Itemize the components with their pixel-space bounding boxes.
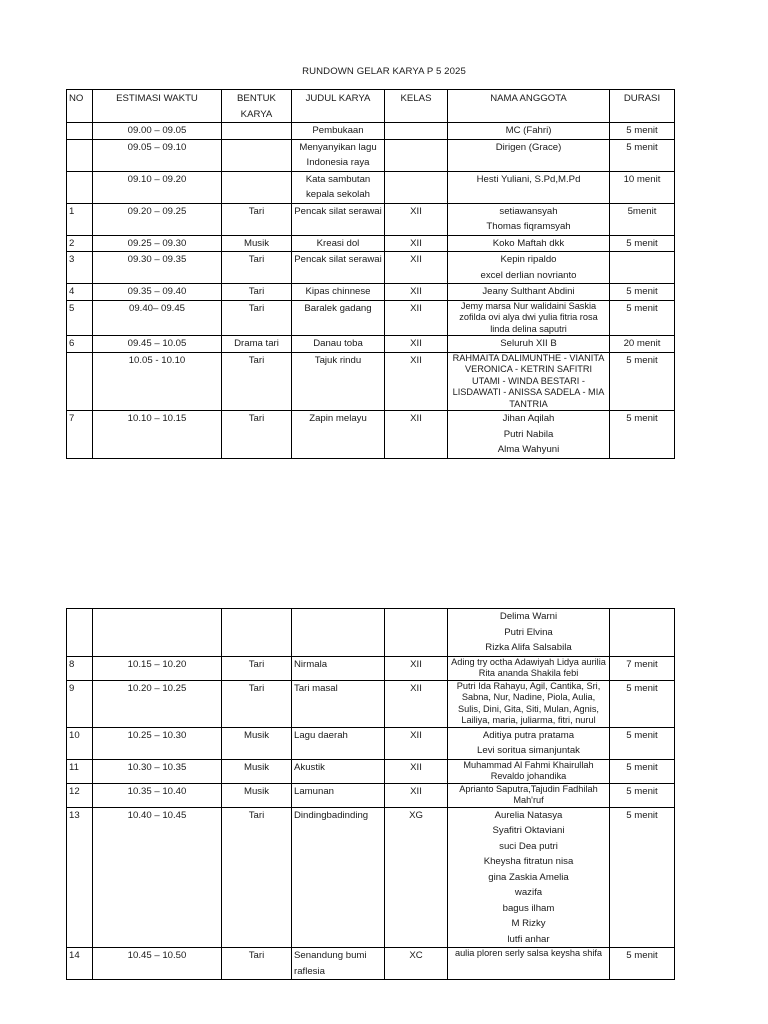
cell-bentuk-karya [222,139,292,171]
cell-bentuk-karya: Tari [222,252,292,284]
cell-nama-anggota [448,171,610,203]
member-name: Thomas fiqramsyah [486,221,571,232]
cell-bentuk-karya: Tari [222,284,292,301]
table-row [67,284,675,301]
cell-judul-karya: Pencak silat serawai [292,203,385,235]
table-header-row [67,90,675,123]
cell-no: 11 [67,759,93,783]
cell-estimasi-waktu: 10.20 – 10.25 [93,680,222,727]
cell-estimasi-waktu [93,609,222,657]
cell-kelas: XII [385,411,448,459]
table-row [67,336,675,353]
member-name: Aurelia Natasya [494,809,563,821]
member-name: Ading try octha Adawiyah Lidya aurilia Rita ananda Shakila febi [451,656,606,678]
cell-bentuk-karya: Tari [222,352,292,411]
table-row [67,352,675,411]
cell-bentuk-karya: Musik [222,727,292,759]
cell-nama-anggota [448,948,610,980]
member-name: Jihan Aqilah [502,413,555,424]
cell-durasi: 5 menit [610,123,675,140]
rundown-table-page-1 [66,89,675,459]
cell-judul-karya: Kipas chinnese [292,284,385,301]
cell-estimasi-waktu: 10.30 – 10.35 [93,759,222,783]
cell-durasi: 5menit [610,203,675,235]
cell-bentuk-karya [222,171,292,203]
cell-kelas [385,609,448,657]
table-row [67,411,675,459]
cell-kelas: XC [385,948,448,980]
cell-kelas: XG [385,807,448,948]
member-name: Putri Nabila [503,428,554,440]
cell-kelas [385,171,448,203]
cell-durasi: 5 menit [610,411,675,459]
table-row [67,807,675,948]
member-name: gina Zaskia Amelia [488,871,569,883]
cell-nama-anggota [448,807,610,948]
cell-bentuk-karya: Tari [222,948,292,980]
cell-judul-karya: Kata sambutan kepala sekolah [292,171,385,203]
cell-kelas: XII [385,783,448,807]
cell-bentuk-karya: Tari [222,807,292,948]
member-name: Putri Elvina [504,626,553,638]
table-row [67,139,675,171]
cell-no [67,352,93,411]
member-name: Aprianto Saputra,Tajudin Fadhilah Mah'ruf [459,783,598,805]
cell-judul-karya: Lagu daerah [292,727,385,759]
cell-nama-anggota [448,727,610,759]
cell-bentuk-karya: Tari [222,300,292,336]
table-row [67,948,675,980]
cell-judul-karya: Tajuk rindu [292,352,385,411]
cell-no: 14 [67,948,93,980]
cell-estimasi-waktu: 09.35 – 09.40 [93,284,222,301]
cell-kelas: XII [385,252,448,284]
cell-kelas: XII [385,235,448,252]
cell-nama-anggota [448,336,610,353]
cell-kelas: XII [385,727,448,759]
member-name: Kheysha fitratun nisa [483,856,574,867]
cell-judul-karya [292,609,385,657]
cell-no: 4 [67,284,93,301]
cell-nama-anggota [448,656,610,680]
cell-durasi: 20 menit [610,336,675,353]
header-estimasi-waktu: ESTIMASI WAKTU [93,90,222,123]
cell-durasi: 10 menit [610,171,675,203]
cell-judul-karya: Baralek gadang [292,300,385,336]
cell-judul-karya: Lamunan [292,783,385,807]
member-name: MC (Fahri) [505,125,552,136]
cell-judul-karya: Pembukaan [292,123,385,140]
cell-no [67,609,93,657]
member-name: Jeany Sulthant Abdini [482,286,575,297]
rundown-table-body [67,123,675,459]
cell-durasi: 5 menit [610,139,675,171]
cell-kelas: XII [385,656,448,680]
member-name: Syafitri Oktaviani [492,825,565,836]
member-name: aulia ploren serly salsa keysha shifa [454,948,603,958]
cell-bentuk-karya: Drama tari [222,336,292,353]
cell-no: 5 [67,300,93,336]
table-row [67,203,675,235]
cell-nama-anggota [448,783,610,807]
cell-kelas: XII [385,336,448,353]
header-no: NO [67,90,93,123]
cell-estimasi-waktu: 09.40– 09.45 [93,300,222,336]
cell-durasi: 5 menit [610,759,675,783]
cell-durasi: 5 menit [610,235,675,252]
cell-bentuk-karya: Musik [222,235,292,252]
cell-no: 8 [67,656,93,680]
cell-bentuk-karya: Tari [222,680,292,727]
member-name: Alma Wahyuni [497,444,560,455]
cell-nama-anggota [448,284,610,301]
cell-durasi: 5 menit [610,948,675,980]
cell-durasi: 5 menit [610,727,675,759]
cell-kelas: XII [385,352,448,411]
member-name: RAHMAITA DALIMUNTHE - VIANITA VERONICA - KETRIN SAFITRI UTAMI - WINDA BESTARI - LISDAWATI - ANISSA SADELA - MIA TANTRIA [452,352,605,409]
cell-judul-karya: Pencak silat serawai [292,252,385,284]
cell-bentuk-karya: Tari [222,411,292,459]
header-durasi: DURASI [610,90,675,123]
document-title: RUNDOWN GELAR KARYA P 5 2025 [302,66,466,77]
member-name: lutfi anhar [507,933,550,945]
cell-nama-anggota [448,411,610,459]
cell-nama-anggota [448,300,610,336]
member-name: Koko Maftah dkk [492,237,565,249]
member-name: setiawansyah [499,205,558,217]
header-kelas: KELAS [385,90,448,123]
cell-kelas: XII [385,284,448,301]
member-name: Seluruh XII B [500,338,557,349]
table-row [67,727,675,759]
cell-nama-anggota [448,252,610,284]
cell-nama-anggota [448,235,610,252]
member-name: suci Dea putri [499,840,558,852]
table-row [67,680,675,727]
cell-nama-anggota [448,203,610,235]
member-name: Hesti Yuliani, S.Pd,M.Pd [476,173,581,185]
cell-no [67,123,93,140]
header-bentuk-karya: BENTUK KARYA [222,90,292,123]
cell-nama-anggota [448,139,610,171]
cell-durasi: 5 menit [610,300,675,336]
cell-estimasi-waktu: 09.10 – 09.20 [93,171,222,203]
cell-estimasi-waktu: 10.45 – 10.50 [93,948,222,980]
cell-bentuk-karya: Tari [222,656,292,680]
cell-kelas [385,139,448,171]
cell-bentuk-karya [222,123,292,140]
cell-no: 7 [67,411,93,459]
cell-judul-karya: Dindingbadinding [292,807,385,948]
member-name: Jemy marsa Nur walidaini Saskia zofilda ovi alya dwi yulia fitria rosa linda delina saputri [459,300,598,334]
rundown-table-page-2 [66,608,675,980]
member-name: wazifa [514,887,543,898]
cell-estimasi-waktu: 09.45 – 10.05 [93,336,222,353]
cell-durasi [610,609,675,657]
cell-durasi: 5 menit [610,680,675,727]
cell-judul-karya: Menyanyikan lagu Indonesia raya [292,139,385,171]
cell-bentuk-karya: Tari [222,203,292,235]
cell-kelas: XII [385,203,448,235]
cell-estimasi-waktu: 09.30 – 09.35 [93,252,222,284]
cell-no [67,171,93,203]
cell-judul-karya: Danau toba [292,336,385,353]
member-name: Putri Ida Rahayu, Agil, Cantika, Sri, Sabna, Nur, Nadine, Piola, Aulia, Sulis, Dini, Gita, Siti, Mulan, Agnis, Lailiya, maria, juliarma, fitri, nurul [456,680,601,725]
cell-bentuk-karya: Musik [222,759,292,783]
cell-nama-anggota [448,352,610,411]
cell-no: 6 [67,336,93,353]
cell-judul-karya: Senandung bumi raflesia [292,948,385,980]
cell-estimasi-waktu: 10.15 – 10.20 [93,656,222,680]
member-name: M Rizky [511,918,546,929]
member-name: excel derlian novrianto [480,269,577,281]
table-row [67,252,675,284]
cell-nama-anggota [448,609,610,657]
table-row [67,123,675,140]
cell-bentuk-karya [222,609,292,657]
cell-estimasi-waktu: 09.20 – 09.25 [93,203,222,235]
cell-estimasi-waktu: 09.25 – 09.30 [93,235,222,252]
cell-durasi: 5 menit [610,783,675,807]
cell-estimasi-waktu: 10.05 - 10.10 [93,352,222,411]
cell-kelas: XII [385,680,448,727]
cell-judul-karya: Tari masal [292,680,385,727]
member-name: Delima Warni [499,611,558,622]
cell-nama-anggota [448,123,610,140]
rundown-table-body [67,609,675,980]
header-judul-karya: JUDUL KARYA [292,90,385,123]
cell-no: 2 [67,235,93,252]
cell-estimasi-waktu: 10.25 – 10.30 [93,727,222,759]
cell-no: 9 [67,680,93,727]
member-name: bagus ilham [502,902,555,914]
cell-no: 3 [67,252,93,284]
cell-kelas: XII [385,300,448,336]
cell-no [67,139,93,171]
cell-no: 13 [67,807,93,948]
cell-no: 10 [67,727,93,759]
table-row [67,759,675,783]
member-name: Levi soritua simanjuntak [477,745,580,756]
member-name: Muhammad Al Fahmi Khairullah Revaldo johandika [463,759,594,781]
table-row [67,609,675,657]
table-row [67,300,675,336]
cell-bentuk-karya: Musik [222,783,292,807]
cell-durasi: 5 menit [610,352,675,411]
cell-kelas: XII [385,759,448,783]
cell-nama-anggota [448,680,610,727]
cell-judul-karya: Nirmala [292,656,385,680]
cell-no: 1 [67,203,93,235]
cell-no: 12 [67,783,93,807]
table-row [67,235,675,252]
table-row [67,783,675,807]
cell-nama-anggota [448,759,610,783]
cell-durasi: 7 menit [610,656,675,680]
header-nama-anggota: NAMA ANGGOTA [448,90,610,123]
cell-durasi: 5 menit [610,284,675,301]
cell-estimasi-waktu: 09.05 – 09.10 [93,139,222,171]
cell-judul-karya: Akustik [292,759,385,783]
cell-durasi: 5 menit [610,807,675,948]
member-name: Kepin ripaldo [500,254,557,265]
member-name: Dirigen (Grace) [495,141,562,153]
table-row [67,656,675,680]
cell-estimasi-waktu: 10.35 – 10.40 [93,783,222,807]
cell-estimasi-waktu: 10.10 – 10.15 [93,411,222,459]
cell-estimasi-waktu: 10.40 – 10.45 [93,807,222,948]
member-name: Rizka Alifa Salsabila [485,642,572,653]
cell-estimasi-waktu: 09.00 – 09.05 [93,123,222,140]
member-name: Aditiya putra pratama [482,729,575,741]
cell-judul-karya: Kreasi dol [292,235,385,252]
cell-judul-karya: Zapin melayu [292,411,385,459]
cell-kelas [385,123,448,140]
cell-durasi [610,252,675,284]
table-row [67,171,675,203]
